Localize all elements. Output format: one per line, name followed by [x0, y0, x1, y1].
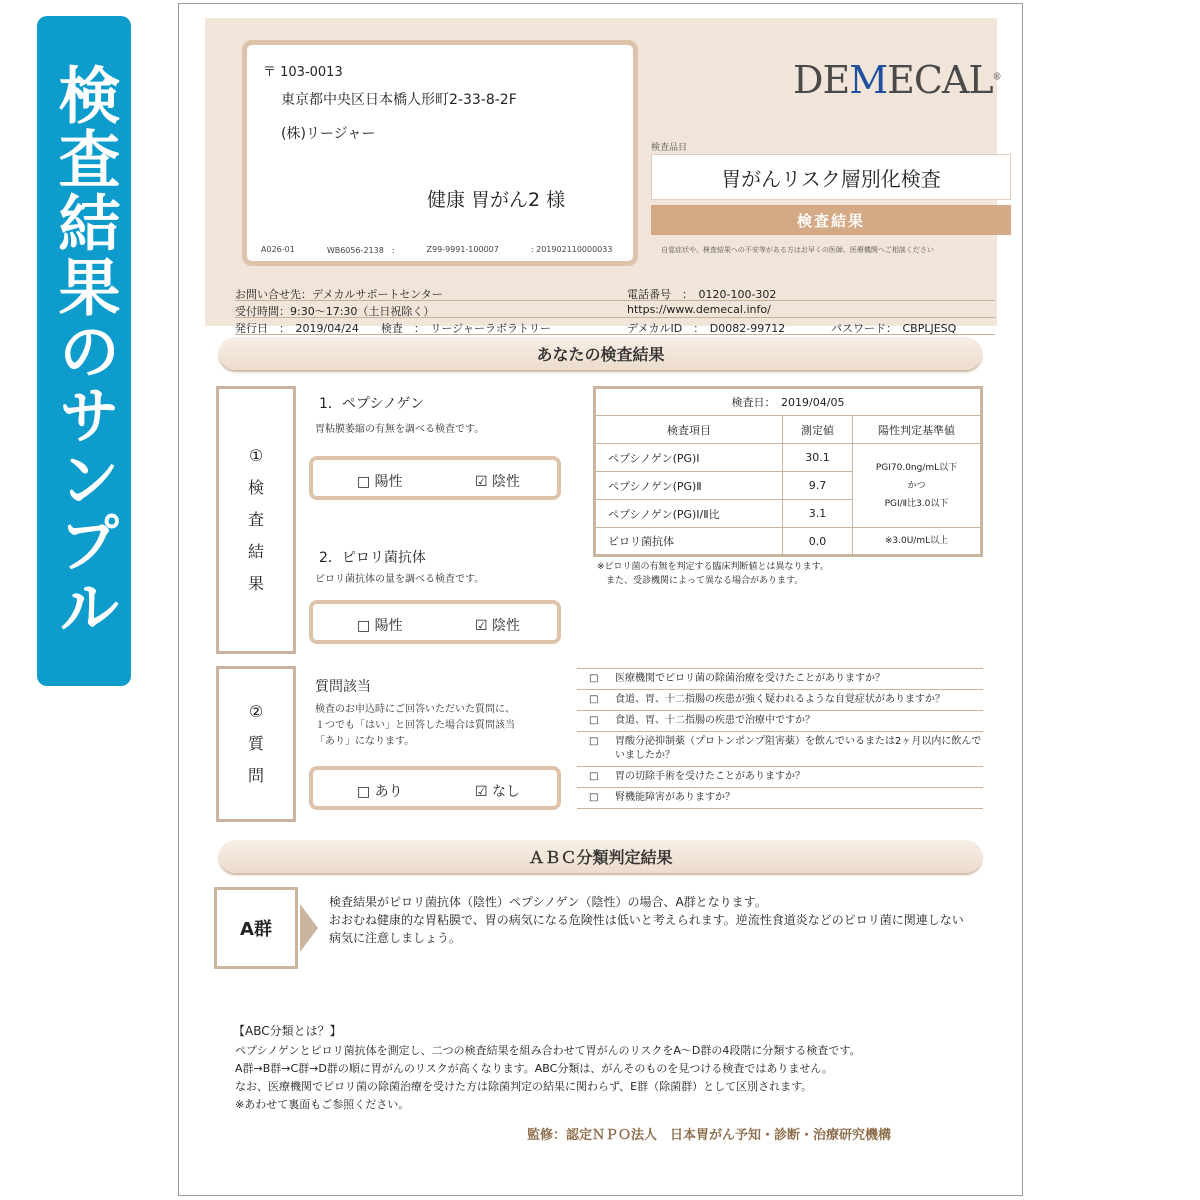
section-abc-header: ＡＢＣ分類判定結果	[219, 840, 982, 873]
question-title: 質問該当	[315, 679, 371, 695]
pg-table	[593, 386, 983, 557]
question-side-box: ② 質 問	[216, 666, 296, 822]
abc-group-box: A群	[214, 887, 298, 969]
abc-info-text: ペプシノゲンとピロリ菌抗体を測定し、二つの検査結果を組み合わせて胃がんのリスクをA～D群の4段階に分類する検査です。 A群→B群→C群→D群の順に胃がんのリスクが高くなります。ABC分類は、がんそのものを見つける検査ではありません。 なお、医療機関でピロリ菌の除菌治療を受けた方は除菌判定の結果に関わらず、E群（除菌群）として区別されます。 ※あわせて裏面もご参照ください。	[235, 1044, 861, 1111]
contact-text: お問い合せ先：デメカルサポートセンター	[235, 288, 443, 301]
address-line: 東京都中央区日本橋人形町2-33-8-2F	[281, 92, 517, 108]
code-3: Z99-9991-100007	[426, 245, 499, 254]
issue-text: 発行日 ： 2019/04/24 検査 ： リージャーラボラトリー	[235, 322, 551, 335]
abc-result-text: 検査結果がピロリ菌抗体（陰性）ペプシノゲン（陰性）の場合、A群となります。 おおむね健康的な胃粘膜で、胃の病気になる危険性は低いと考えられます。逆流性食道炎などのピロリ菌に関連しない病気に注意しましょう。	[329, 895, 964, 945]
exam-item-name: 胃がんリスク層別化検査	[651, 154, 1011, 200]
table-row: ペプシノゲン(PG)Ⅱ 9.7	[595, 472, 982, 500]
url-text: https://www.demecal.info/	[627, 303, 771, 316]
info-row-1	[235, 284, 995, 301]
exam-date: 検査日： 2019/04/05	[595, 388, 982, 416]
list-item: □ 胃酸分泌抑制薬（プロトンポンプ阻害薬）を飲んでいるまたは2ヶ月以内に飲んでいましたか？	[577, 731, 983, 766]
question-no: ☑ なし	[475, 784, 521, 800]
header-criteria: 陽性判定基準値	[853, 416, 982, 444]
list-item: □ 腎機能障害がありますか？	[577, 787, 983, 809]
address-card	[242, 40, 638, 266]
hours-text: 受付時間：9:30～17:30（土日祝除く）	[235, 305, 435, 318]
question-choice	[309, 766, 561, 810]
pepsinogen-desc: 胃粘膜萎縮の有無を調べる検査です。	[315, 424, 485, 435]
info-row-2	[235, 301, 995, 318]
table-row: ピロリ菌抗体 0.0 ※3.0U/mL以上	[595, 528, 982, 556]
password-text: パスワード： CBPLJESQ	[831, 322, 957, 335]
tracking-codes	[261, 245, 612, 256]
pylori-title: 2．ピロリ菌抗体	[319, 550, 426, 566]
pepsinogen-title: 1．ペプシノゲン	[319, 396, 425, 412]
info-row-3	[235, 318, 995, 335]
header-value: 測定値	[783, 416, 853, 444]
table-row: ペプシノゲン(PG)Ⅰ 30.1 PGⅠ70.0ng/mL以下 かつ PGⅠ/Ⅱ比3.0以下	[595, 444, 982, 472]
list-item: □ 食道、胃、十二指腸の疾患が強く疑われるような自覚症状がありますか？	[577, 689, 983, 710]
info-rows	[235, 284, 995, 335]
section-results-header: あなたの検査結果	[219, 337, 982, 370]
pylori-negative: ☑ 陰性	[475, 618, 521, 634]
list-item: □ 食道、胃、十二指腸の疾患で治療中ですか？	[577, 710, 983, 731]
code-1: A026-01	[261, 245, 295, 254]
banner-text: 検査結果のサンプル	[48, 63, 121, 639]
exam-item-label: 検査品目	[651, 143, 688, 153]
header-item: 検査項目	[595, 416, 783, 444]
phone-text: 電話番号 ： 0120-100-302	[627, 288, 777, 301]
code-4: : 201902110000033	[530, 245, 613, 254]
question-list	[577, 668, 983, 809]
abc-info-heading: 【ABC分類とは？】	[233, 1024, 342, 1038]
advice-text: 自覚症状や、検査結果への不安等がある方はお早くの医師、医療機関へご相談ください	[661, 246, 934, 254]
table-note: ※ピロリ菌の有無を判定する臨床判断値とは異なります。 また、受診機関によって異なる場合があります。	[597, 562, 829, 586]
pylori-choice	[309, 600, 561, 644]
code-2: WB6056-2138 :	[326, 246, 395, 255]
demecal-logo: DEMECAL®	[793, 58, 1001, 102]
question-desc: 検査のお申込時にご回答いただいた質問に、 １つでも「はい」と回答した場合は質問該当 「あり」になります。	[315, 704, 515, 747]
pylori-positive: □ 陽性	[357, 618, 403, 634]
exam-result-label: 検査結果	[651, 205, 1011, 235]
sample-banner	[37, 16, 131, 686]
results-side-box: ① 検 査 結 果	[216, 386, 296, 654]
pylori-desc: ピロリ菌抗体の量を調べる検査です。	[315, 574, 485, 585]
recipient-name: 健康 胃がん2 様	[427, 189, 566, 211]
pepsinogen-positive: □ 陽性	[357, 474, 403, 490]
postal-code: 〒 103-0013	[263, 65, 343, 80]
arrow-right-icon	[300, 904, 318, 952]
supervisor-text: 監修：認定ＮＰＯ法人 日本胃がん予知・診断・治療研究機構	[527, 1128, 892, 1143]
pepsinogen-negative: ☑ 陰性	[475, 474, 521, 490]
question-yes: □ あり	[357, 784, 403, 800]
table-row: ペプシノゲン(PG)Ⅰ/Ⅱ比 3.1	[595, 500, 982, 528]
list-item: □ 胃の切除手術を受けたことがありますか？	[577, 766, 983, 787]
pg-criteria: PGⅠ70.0ng/mL以下 かつ PGⅠ/Ⅱ比3.0以下	[853, 444, 982, 528]
pepsinogen-choice	[309, 456, 561, 500]
header-band	[205, 18, 1001, 335]
id-text: デメカルID ： D0082-99712	[627, 322, 786, 335]
company-name: (株)リージャー	[281, 126, 376, 142]
list-item: □ 医療機関でピロリ菌の除菌治療を受けたことがありますか？	[577, 668, 983, 689]
result-sheet	[178, 3, 1023, 1196]
